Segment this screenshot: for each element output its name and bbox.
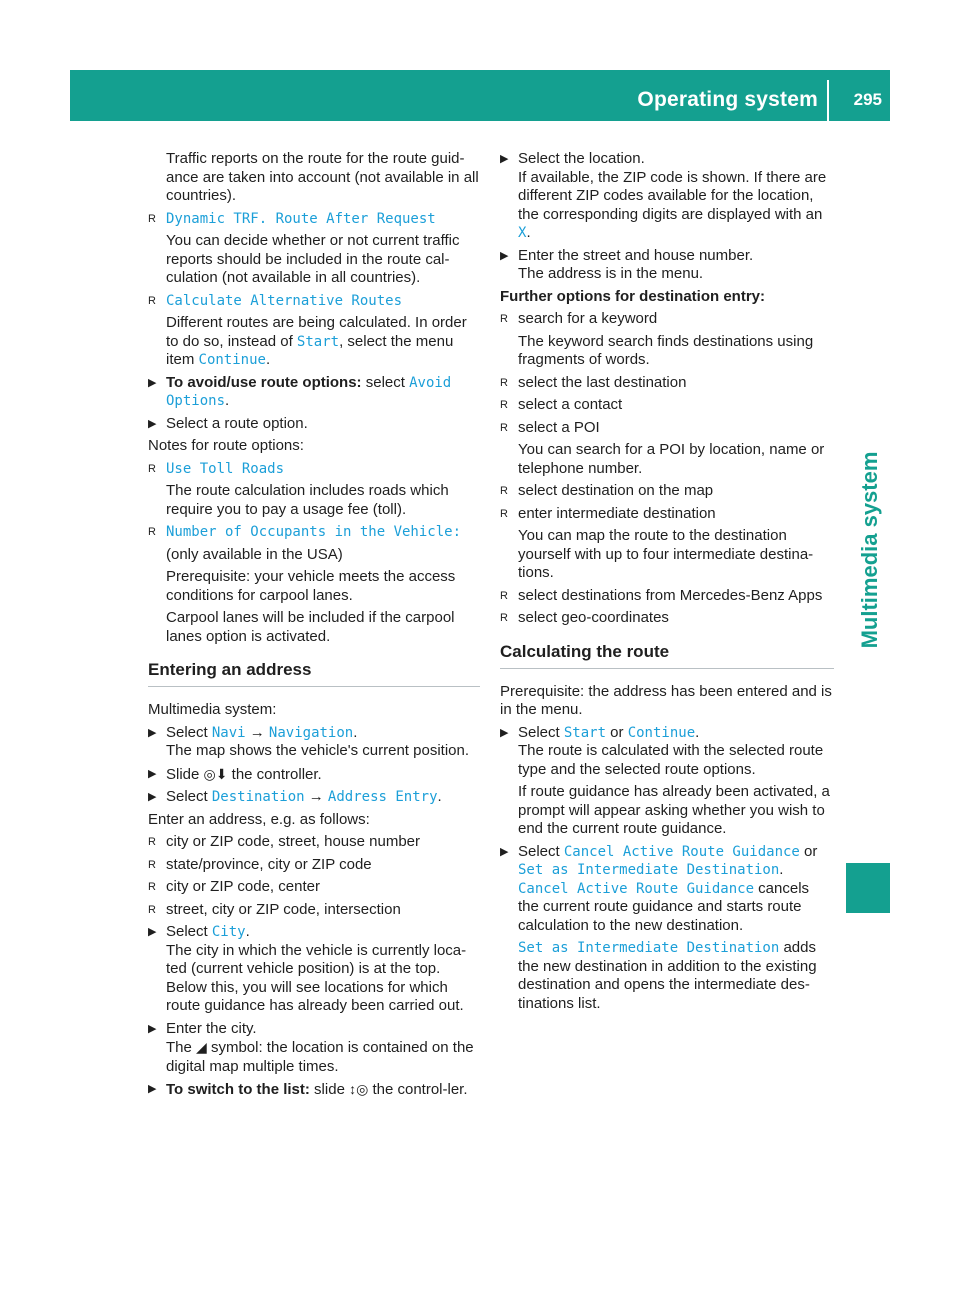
paragraph: Prerequisite: the address has been entered and is in the menu. — [500, 682, 832, 718]
text: Slide — [166, 765, 204, 783]
menu-code: Cancel Active Route Guidance — [563, 843, 800, 860]
text: select geo-coordinates — [518, 609, 669, 626]
text: Select a route option. — [166, 414, 308, 432]
menu-code: Use Toll Roads — [166, 460, 285, 477]
paragraph: Traffic reports on the route for the route guid-ance are taken into account (not available in all countries). — [166, 150, 479, 204]
text: city or ZIP code, street, house number — [166, 833, 421, 850]
text: . — [353, 723, 358, 741]
bullet-r-icon: R — [148, 858, 156, 871]
triangle-right-icon: ▶ — [500, 153, 509, 165]
text: Select — [518, 842, 564, 860]
text: slide — [309, 1081, 350, 1098]
paragraph: If route guidance has already been activated, a prompt will appear asking whether you wish to end the current route guidance. — [518, 783, 830, 837]
text: select the last destination — [518, 373, 687, 391]
text: , select the menu item — [166, 332, 454, 368]
list-item — [148, 210, 480, 229]
paragraph: You can decide whether or not current traffic reports should be included in the route cal-culation (not available in all countries). — [166, 232, 460, 286]
step-item — [148, 923, 480, 1016]
section-heading: Calculating the route — [500, 642, 834, 669]
text: the control-ler. — [368, 1081, 468, 1098]
text: select a contact — [518, 396, 623, 413]
text: select a POI — [518, 418, 600, 436]
menu-code: Continue — [198, 352, 266, 368]
text: search for a keyword — [518, 310, 658, 327]
text: The address is in the menu. — [518, 265, 704, 282]
text: Select — [518, 723, 564, 741]
step-item — [500, 724, 834, 780]
text: state/province, city or ZIP code — [166, 855, 372, 873]
step-item — [148, 1080, 480, 1100]
bullet-r-icon: R — [148, 836, 156, 848]
menu-code: Number of Occupants in the Vehicle: — [166, 524, 462, 540]
step-item — [148, 724, 480, 761]
list-item — [500, 609, 834, 628]
paragraph: You can search for a POI by location, name or telephone number. — [518, 441, 825, 477]
triangle-right-icon: ▶ — [148, 376, 157, 389]
paragraph: Notes for route options: — [148, 437, 304, 454]
bold-label: Further options for destination entry: — [500, 287, 765, 305]
right-column — [500, 150, 834, 1017]
menu-code: Start — [296, 333, 340, 350]
list-item — [148, 856, 480, 875]
paragraph: Multimedia system: — [148, 701, 277, 718]
arrow: → — [245, 723, 269, 741]
bullet-r-icon: R — [500, 399, 508, 411]
step-item — [500, 150, 834, 243]
bullet-r-icon: R — [148, 462, 156, 475]
text: . — [245, 923, 250, 940]
bullet-r-icon: R — [500, 612, 508, 624]
bullet-r-icon: R — [500, 589, 508, 602]
text: Select — [166, 723, 212, 741]
triangle-right-icon: ▶ — [500, 845, 509, 858]
step-item — [148, 415, 480, 434]
paragraph: Enter an address, e.g. as follows: — [148, 810, 370, 828]
triangle-right-icon: ▶ — [500, 249, 509, 262]
text: or — [799, 842, 818, 860]
bullet-r-icon: R — [500, 421, 508, 434]
paragraph: The route calculation includes roads which require you to pay a usage fee (toll). — [166, 482, 449, 518]
menu-code: Navigation — [268, 724, 354, 741]
text: If available, the ZIP code is shown. If there are different ZIP codes available for the location, the corresponding digits are displayed with an — [518, 168, 827, 223]
controller-slide-down-icon: ◎⬇ — [203, 765, 228, 782]
section-heading: Entering an address — [148, 660, 480, 687]
list-item — [500, 505, 834, 524]
menu-code: Continue — [627, 724, 696, 741]
text: city or ZIP code, center — [166, 878, 320, 895]
text: cancels the current route guidance and starts route calculation to the new destination. — [518, 879, 810, 934]
text: the controller. — [227, 765, 322, 783]
step-item — [148, 1020, 480, 1077]
bullet-r-icon: R — [148, 294, 156, 307]
text: select — [361, 373, 410, 391]
text: The route is calculated with the selected route type and the selected route options. — [518, 742, 824, 778]
left-column — [148, 150, 480, 1104]
text: symbol: the location is contained on the digital map multiple times. — [166, 1039, 474, 1075]
text: Select the location. — [518, 150, 645, 167]
paragraph — [500, 939, 834, 1013]
text: Different routes are being calculated. In order to do so, instead of — [166, 314, 467, 350]
text: adds the new destination in addition to the existing destination and opens the intermediate des-tinations list. — [518, 939, 817, 1012]
step-label: To avoid/use route options: — [166, 373, 362, 391]
menu-code: Calculate Alternative Routes — [166, 292, 403, 309]
list-item — [148, 460, 480, 479]
text: or — [606, 723, 628, 741]
menu-code: Avoid Options — [166, 374, 452, 409]
multiple-locations-icon: ◢ — [196, 1039, 207, 1055]
side-tab-marker — [846, 863, 890, 913]
triangle-right-icon: ▶ — [148, 726, 157, 739]
text: select destinations from Mercedes-Benz Apps — [518, 586, 823, 604]
side-tab-label: Multimedia system — [856, 451, 882, 649]
list-item — [500, 374, 834, 393]
list-item — [500, 419, 834, 438]
paragraph — [148, 314, 480, 370]
menu-code: Dynamic TRF. Route After Request — [166, 210, 436, 227]
list-item — [148, 523, 480, 542]
bullet-r-icon: R — [500, 376, 508, 389]
bullet-r-icon: R — [500, 507, 508, 520]
text: Enter the street and house number. — [518, 246, 754, 264]
text: . — [265, 351, 271, 368]
bullet-r-icon: R — [148, 881, 156, 893]
menu-code: Cancel Active Route Guidance — [518, 880, 755, 897]
list-item — [500, 482, 834, 501]
step-item — [148, 788, 480, 807]
text: select destination on the map — [518, 482, 714, 499]
bullet-r-icon: R — [148, 526, 156, 538]
paragraph: The keyword search finds destinations using fragments of words. — [518, 332, 814, 368]
bullet-r-icon: R — [500, 313, 508, 325]
step-item — [148, 374, 480, 411]
list-item — [500, 587, 834, 606]
menu-code: X — [518, 225, 527, 241]
list-item — [500, 310, 834, 329]
list-item — [148, 292, 480, 311]
triangle-right-icon: ▶ — [500, 726, 509, 739]
text: street, city or ZIP code, intersection — [166, 900, 401, 918]
arrow: → — [304, 788, 328, 805]
menu-code: Navi — [211, 724, 246, 741]
step-item — [500, 247, 834, 284]
menu-code: City — [211, 924, 246, 940]
text: . — [437, 788, 442, 805]
header-divider — [827, 80, 829, 121]
text: The map shows the vehicle's current position. — [166, 742, 470, 759]
step-label: To switch to the list: — [166, 1081, 310, 1098]
step-item — [148, 765, 480, 785]
menu-code: Start — [563, 724, 607, 741]
text: . — [526, 224, 531, 241]
text: Enter the city. — [166, 1019, 257, 1037]
controller-slide-updown-icon: ↕◎ — [349, 1081, 369, 1097]
menu-code: Set as Intermediate Destination — [518, 940, 780, 956]
text: . — [695, 723, 700, 741]
section-title: Operating system — [637, 88, 818, 111]
bullet-r-icon: R — [148, 212, 156, 225]
list-item — [148, 833, 480, 852]
text: enter intermediate destination — [518, 504, 716, 522]
triangle-right-icon: ▶ — [148, 1022, 157, 1035]
triangle-right-icon: ▶ — [148, 767, 157, 780]
triangle-right-icon: ▶ — [148, 791, 157, 803]
list-item — [148, 878, 480, 897]
text: Select — [166, 788, 212, 805]
step-item — [500, 843, 834, 936]
paragraph: Prerequisite: your vehicle meets the access conditions for carpool lanes. — [166, 568, 456, 604]
text: . — [779, 861, 784, 878]
paragraph: You can map the route to the destination yourself with up to four intermediate destina-tions. — [518, 527, 814, 581]
triangle-right-icon: ▶ — [148, 1083, 157, 1095]
page-header — [70, 70, 890, 121]
menu-code: Address Entry — [327, 789, 438, 805]
menu-code: Destination — [211, 789, 305, 805]
menu-code: Set as Intermediate Destination — [518, 862, 780, 878]
paragraph: Carpool lanes will be included if the carpool lanes option is activated. — [166, 609, 455, 645]
bullet-r-icon: R — [500, 485, 508, 497]
page-number: 295 — [853, 90, 882, 109]
text: Select — [166, 923, 212, 940]
paragraph: (only available in the USA) — [166, 545, 343, 563]
text: . — [225, 392, 230, 409]
triangle-right-icon: ▶ — [148, 417, 157, 430]
triangle-right-icon: ▶ — [148, 926, 157, 938]
text: The — [166, 1039, 197, 1056]
bullet-r-icon: R — [148, 903, 156, 916]
text: The city in which the vehicle is currently loca-ted (current vehicle position) is at the top. Below this, you will see locations for which route guidance has already been carried out. — [166, 941, 467, 1014]
list-item — [500, 396, 834, 415]
paragraph — [500, 288, 834, 307]
list-item — [148, 901, 480, 920]
